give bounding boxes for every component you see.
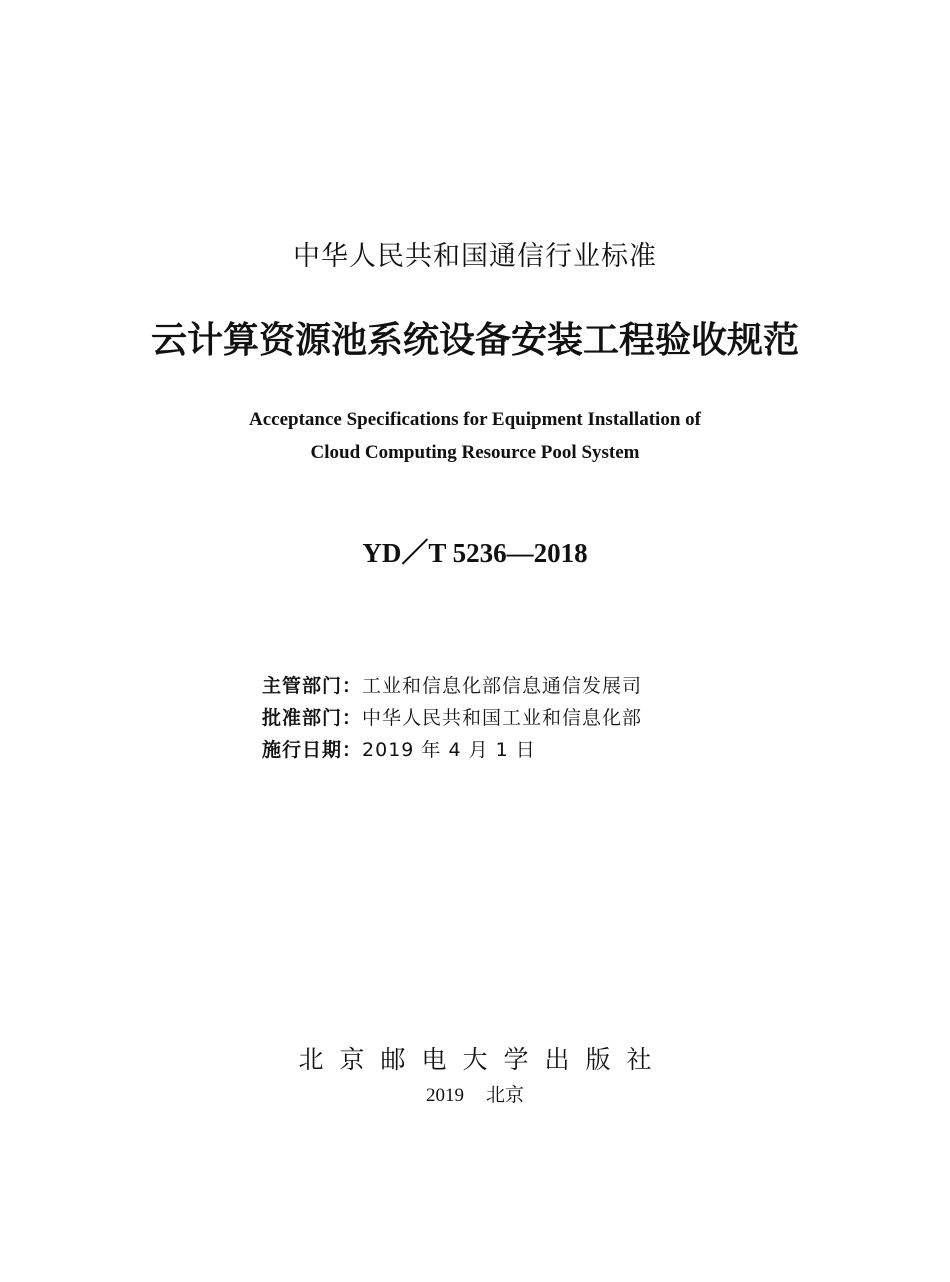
english-title-line-1: Acceptance Specifications for Equipment Installation of bbox=[249, 409, 701, 430]
publication-year-city bbox=[0, 1083, 950, 1108]
english-title-line-2: Cloud Computing Resource Pool System bbox=[310, 442, 640, 463]
publisher-name: 北京邮电大学出版社 bbox=[298, 1045, 668, 1074]
standard-number: YD／T 5236—2018 bbox=[362, 538, 588, 568]
approver-value: 中华人民共和国工业和信息化部 bbox=[362, 707, 643, 729]
approver-label: 批准部门： bbox=[262, 707, 363, 729]
industry-standard-heading: 中华人民共和国通信行业标准 bbox=[293, 241, 657, 272]
approver-row bbox=[262, 705, 642, 731]
chinese-title: 云计算资源池系统设备安装工程验收规范 bbox=[150, 320, 799, 361]
supervisor-label: 主管部门： bbox=[262, 675, 363, 697]
effective-date-label: 施行日期： bbox=[262, 739, 363, 761]
effective-date-value: 2019 年 4 月 1 日 bbox=[362, 739, 536, 761]
effective-date-row bbox=[262, 737, 536, 763]
supervisor-row bbox=[262, 673, 642, 699]
publication-year: 2019 bbox=[425, 1085, 464, 1106]
supervisor-value: 工业和信息化部信息通信发展司 bbox=[362, 675, 643, 697]
publication-city: 北京 bbox=[485, 1084, 524, 1106]
